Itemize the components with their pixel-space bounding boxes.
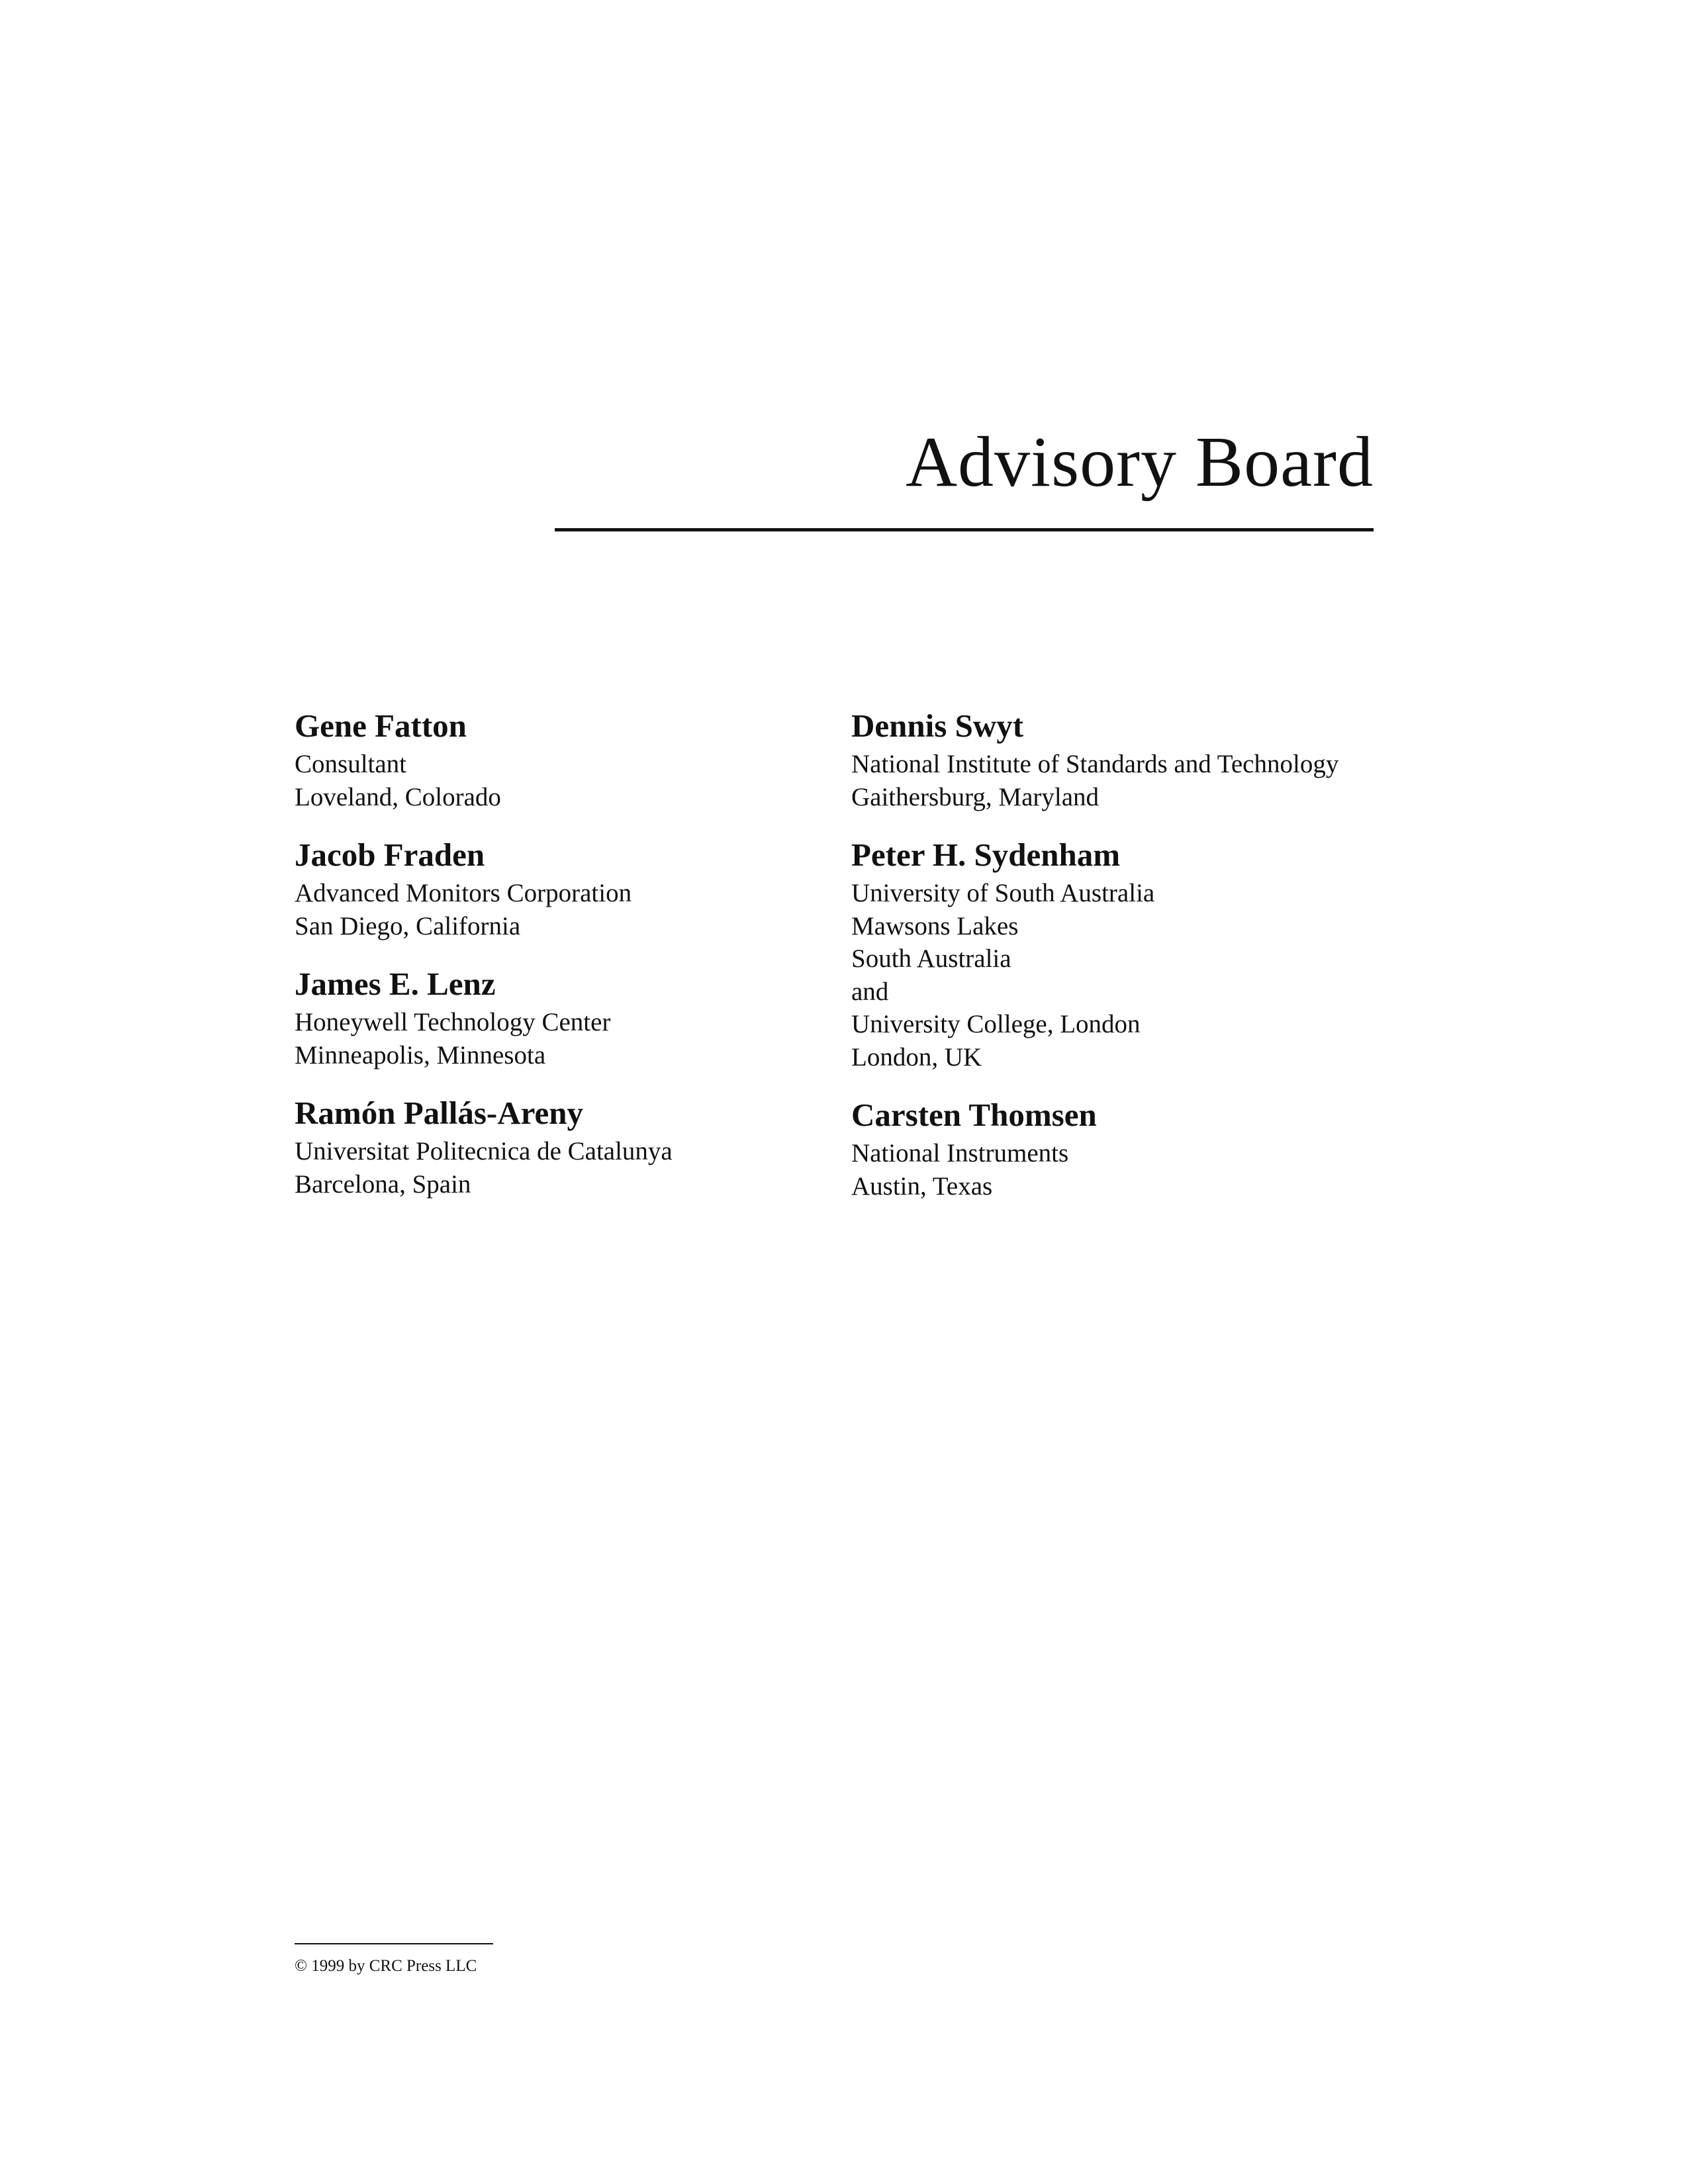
member-location: Minneapolis, Minnesota <box>295 1040 546 1069</box>
member-name: James E. Lenz <box>295 966 496 1002</box>
member-affiliation: Honeywell Technology Center <box>295 1008 611 1036</box>
member-location: San Diego, California <box>295 911 521 940</box>
member-name: Jacob Fraden <box>295 837 485 873</box>
member-entry <box>851 839 1447 1073</box>
member-location: Barcelona, Spain <box>295 1169 471 1199</box>
member-affiliation: University of South Australia <box>851 879 1155 907</box>
left-column <box>295 709 837 1226</box>
member-affiliation: Consultant <box>295 750 407 778</box>
member-location: Gaithersburg, Maryland <box>851 782 1100 811</box>
member-name: Peter H. Sydenham <box>851 837 1121 873</box>
member-entry <box>851 709 1447 813</box>
member-affiliation: Universitat Politecnica de Catalunya <box>295 1137 673 1165</box>
member-name: Dennis Swyt <box>851 707 1024 744</box>
member-name: Ramón Pallás-Areny <box>295 1095 583 1131</box>
copyright-notice: © 1999 by CRC Press LLC <box>295 1957 477 1975</box>
member-entry <box>851 1099 1447 1203</box>
member-entry <box>295 709 837 813</box>
member-entry <box>295 1097 837 1201</box>
member-affiliation: National Instruments <box>851 1139 1069 1167</box>
member-entry <box>295 839 837 942</box>
member-affiliation: National Institute of Standards and Technology <box>851 750 1339 778</box>
title-rule <box>555 528 1374 531</box>
member-affiliation: University College, London <box>851 1010 1141 1038</box>
member-conjunction: and <box>851 977 889 1006</box>
right-column <box>851 709 1447 1228</box>
member-name: Gene Fatton <box>295 707 467 744</box>
member-name: Carsten Thomsen <box>851 1097 1097 1133</box>
member-affiliation: Advanced Monitors Corporation <box>295 879 632 907</box>
page-title: Advisory Board <box>906 423 1374 502</box>
member-location: London, UK <box>851 1042 982 1071</box>
footer-rule <box>295 1943 493 1944</box>
member-location: South Australia <box>851 944 1011 973</box>
member-entry <box>295 968 837 1071</box>
member-location: Mawsons Lakes <box>851 911 1019 940</box>
member-location: Loveland, Colorado <box>295 782 501 811</box>
member-location: Austin, Texas <box>851 1171 993 1201</box>
